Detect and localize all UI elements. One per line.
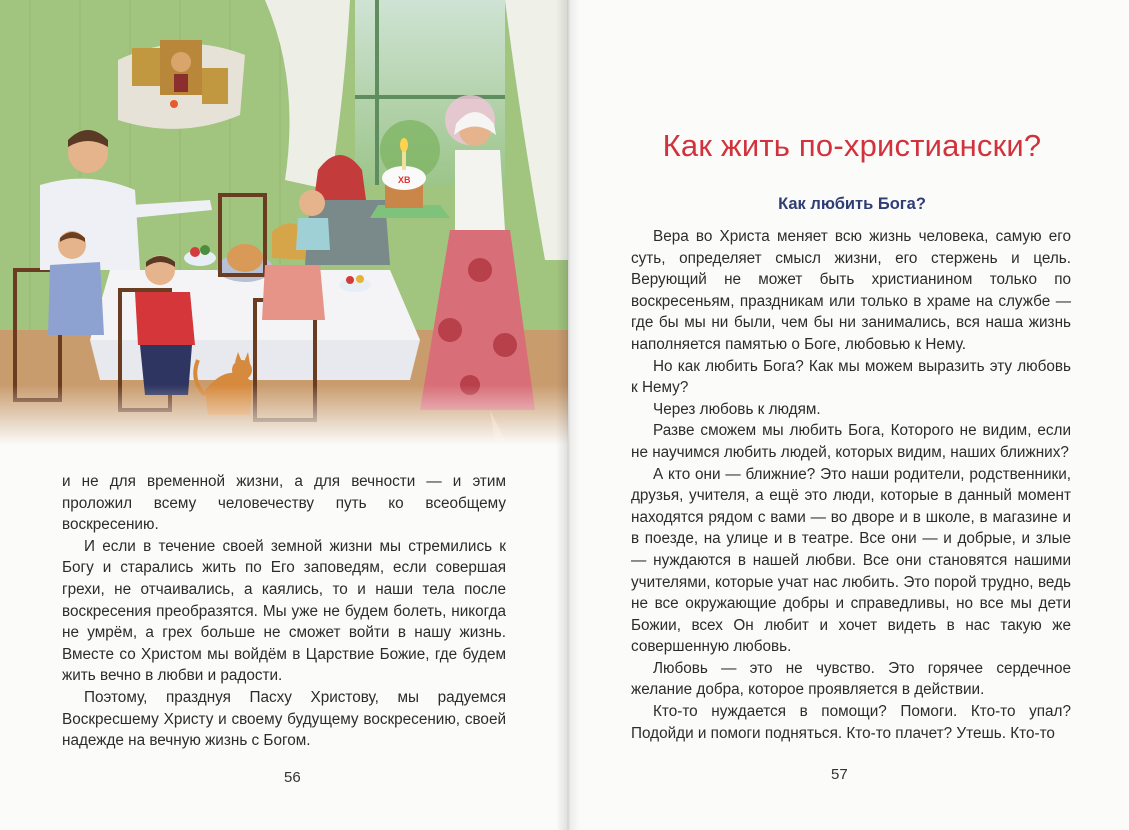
cake-lettering: ХВ bbox=[398, 175, 411, 185]
right-page-body bbox=[631, 226, 1071, 744]
page-number-right: 57 bbox=[831, 766, 848, 783]
left-paragraph: и не для временной жизни, а для вечности — и этим проложил всему человечеству путь ко всеобщему воскресению. bbox=[62, 473, 506, 534]
right-paragraph: Но как любить Бога? Как мы можем выразить эту любовь к Нему? bbox=[631, 357, 1071, 397]
right-paragraph: А кто они — ближние? Это наши родители, родственники, друзья, учителя, а ещё это люди, которые в данный момент находятся рядом с вами — во дворе и в школе, в магазине и в поезде, на улице и в театре. Все они — и добрые, и злые — нуждаются в нашей любви. Все они становятся нашими учителями, которые учат нас любить. Это порой трудно, ведь не все окружающие добры и справедливы, но все мы дети Божии, всех Он любит и хочет видеть в нас такую же совершенную любовь. bbox=[631, 465, 1071, 656]
right-paragraph: Любовь — это не чувство. Это горячее сердечное желание добра, которое проявляется в действии. bbox=[631, 659, 1071, 699]
page-number-left: 56 bbox=[284, 769, 301, 786]
left-page-body bbox=[62, 471, 506, 752]
section-title: Как любить Бога? bbox=[778, 195, 926, 213]
right-paragraph: Вера во Христа меняет всю жизнь человека, самую его суть, определяет смысл жизни, его стержень и цель. Верующий не может быть христианином только по воскресеньям, праздникам или только в храме на службе — где бы мы ни были, чем бы ни занимались, вся наша жизнь наполняется памятью о Боге, любовью к Нему. bbox=[631, 228, 1071, 353]
left-paragraph: И если в течение своей земной жизни мы стремились к Богу и старались жить по Его заповедям, если совершая грехи, не отчаивались, а каялись, то и наши тела после воскресения преобразятся. Мы уже не будем болеть, никогда не умрём, а грех больше не сможет войти в нашу жизнь. Вместе со Христом мы войдём в Царствие Божие, где будем жить вечно в любви и радости. bbox=[62, 537, 506, 685]
right-paragraph: Кто-то нуждается в помощи? Помоги. Кто-то упал? Подойди и помоги подняться. Кто-то плачет? Утешь. Кто-то bbox=[631, 703, 1071, 742]
right-paragraph: Разве сможем мы любить Бога, Которого не видим, если не научимся любить людей, которых видим, наших ближних? bbox=[631, 422, 1071, 461]
chapter-title: Как жить по-христиански? bbox=[662, 128, 1042, 163]
family-easter-illustration bbox=[0, 0, 568, 445]
left-paragraph: Поэтому, празднуя Пасху Христову, мы радуемся Воскресшему Христу и своему будущему воскресению, своей надежде на вечную жизнь с Богом. bbox=[62, 688, 506, 750]
right-paragraph: Через любовь к людям. bbox=[653, 400, 821, 418]
